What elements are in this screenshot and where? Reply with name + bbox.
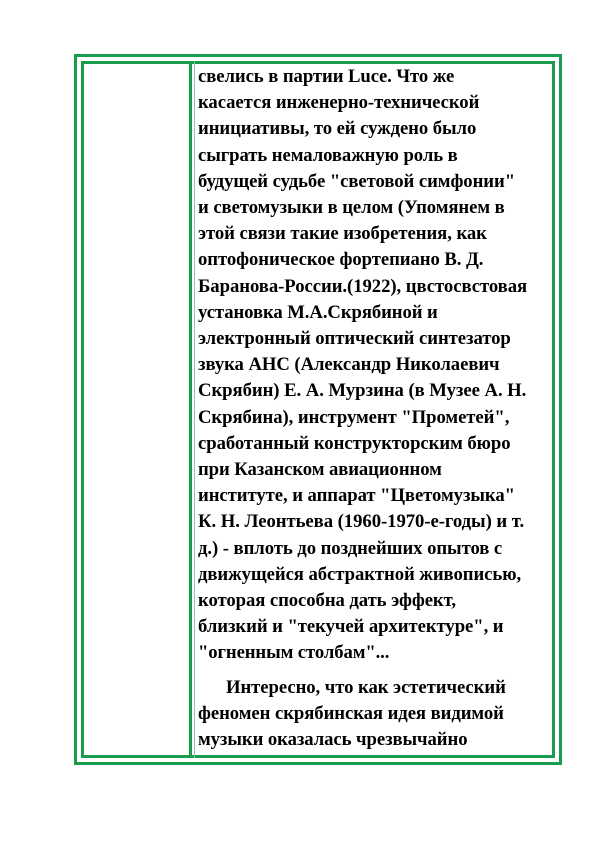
text-line: касается инженерно-технической: [198, 92, 480, 114]
text-line: д.) - вплоть до позднейших опытов с: [198, 537, 503, 559]
text-line: "огненным столбам"...: [198, 642, 390, 664]
text-line: электронный оптический синтезатор: [198, 328, 511, 350]
text-line: сыграть немаловажную роль в: [198, 144, 458, 166]
text-line: сработанный конструкторским бюро: [198, 432, 511, 454]
text-line: звука АНС (Александр Николаевич: [198, 354, 500, 376]
text-line: при Казанском авиационном: [198, 459, 442, 481]
text-line: К. Н. Леонтьева (1960-1970-е-годы) и т.: [198, 511, 525, 533]
text-line: и светомузыки в целом (Упомянем в: [198, 197, 505, 219]
text-line: феномен скрябинская идея видимой: [198, 702, 504, 724]
text-column: [198, 64, 550, 754]
text-line: Скрябин) Е. А. Мурзина (в Музее А. Н.: [198, 380, 527, 402]
text-line: Скрябина), инструмент "Прометей",: [198, 406, 510, 428]
text-line: институте, и аппарат "Цветомузыка": [198, 485, 515, 507]
paragraph-2: [198, 675, 550, 754]
text-line: близкий и "текучей архитектуре", и: [198, 616, 504, 638]
paragraph-1: [198, 64, 550, 667]
text-line: Баранова-России.(1922), цвстосвстовая: [198, 275, 528, 297]
text-line: Интересно, что как эстетический: [226, 676, 506, 698]
column-divider: [189, 61, 192, 758]
text-line: установка М.А.Скрябиной и: [198, 301, 438, 323]
text-line: этой связи такие изобретения, как: [198, 223, 487, 245]
text-line: инициативы, то ей суждено было: [198, 118, 477, 140]
text-line: которая способна дать эффект,: [198, 590, 456, 612]
paragraph-gap: [198, 667, 550, 675]
column-divider-thin: [194, 61, 195, 758]
text-line: свелись в партии Luce. Что же: [198, 66, 455, 87]
text-line: музыки оказалась чрезвычайно: [198, 729, 468, 751]
text-line: оптофоническое фортепиано В. Д.: [198, 249, 484, 271]
text-line: будущей судьбе "световой симфонии": [198, 170, 516, 192]
text-line: движущейся абстрактной живописью,: [198, 563, 522, 585]
